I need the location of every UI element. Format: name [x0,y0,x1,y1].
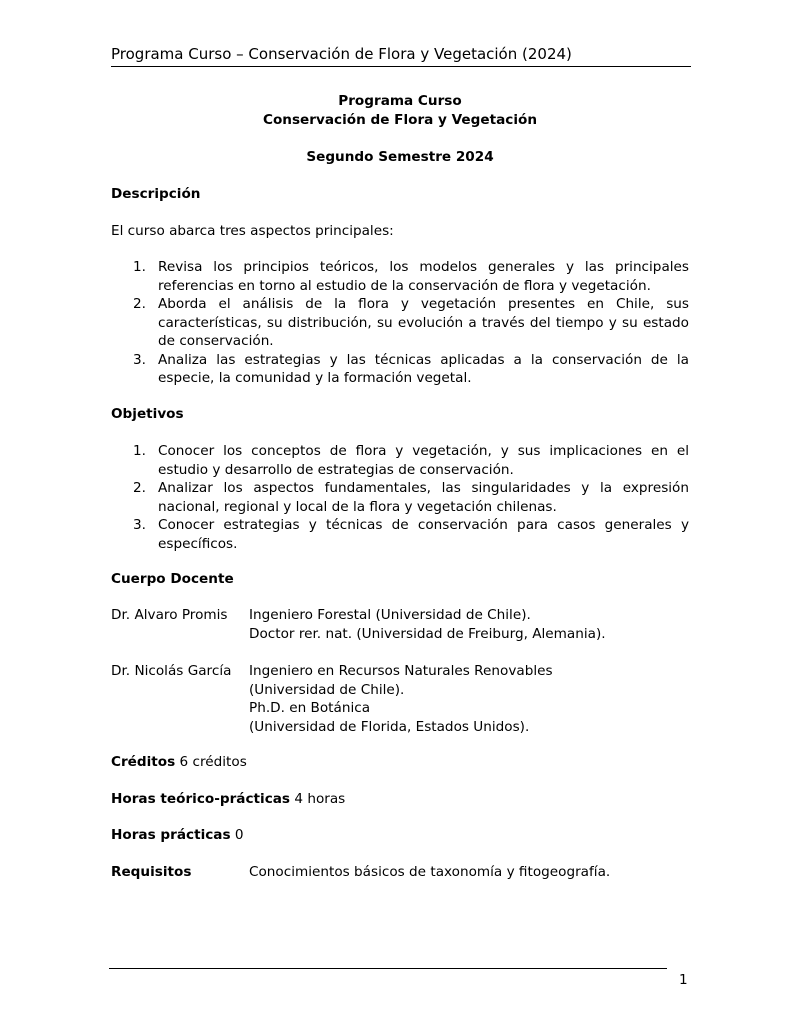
credential-line: (Universidad de Florida, Estados Unidos). [249,718,530,735]
document-subtitle: Conservación de Flora y Vegetación [262,112,538,128]
list-item-number: 2. [133,296,146,312]
descripcion-heading: Descripción [111,186,201,202]
creditos-value: 6 créditos [179,754,247,770]
list-item [111,442,689,479]
horas-practicas-label: Horas prácticas [111,827,231,843]
list-item-text: Conocer estrategias y técnicas de conservación para casos generales y específicos. [158,517,689,552]
creditos-row [111,753,247,772]
descripcion-intro: El curso abarca tres aspectos principales: [111,223,394,239]
horas-practicas-row [111,826,244,845]
horas-teorico-practicas-value: 4 horas [294,791,346,807]
staff-name: Dr. Nicolás García [111,663,232,679]
list-item [111,351,689,388]
list-item-text: Analiza las estrategias y las técnicas aplicadas a la conservación de la especie, la comunidad y la formación vegetal. [158,351,689,386]
horas-teorico-practicas-label: Horas teórico-prácticas [111,791,291,807]
list-item-number: 3. [133,517,146,533]
staff-credentials [249,606,606,643]
descripcion-list [111,258,689,388]
list-item-number: 2. [133,480,146,496]
horas-teorico-practicas-row [111,790,345,809]
list-item-text: Aborda el análisis de la flora y vegetación presentes en Chile, sus características, su distribución, su evolución a través del tiempo y su estado de conservación. [158,296,689,349]
list-item-text: Conocer los conceptos de flora y vegetación, y sus implicaciones en el estudio y desarrollo de estrategias de conservación. [158,443,689,478]
list-item-number: 3. [133,351,146,368]
objetivos-list [111,442,689,553]
staff-credentials [249,662,553,736]
list-item-text: Analizar los aspectos fundamentales, las singularidades y la expresión nacional, regional y local de la flora y vegetación chilenas. [158,480,689,515]
header-text: Programa Curso – Conservación de Flora y Vegetación (2024) [111,45,572,63]
page-header [111,44,691,67]
credential-line: Ph.D. en Botánica [249,700,371,716]
document-title: Programa Curso [338,93,462,109]
requisitos-label: Requisitos [111,864,192,880]
credential-line: Doctor rer. nat. (Universidad de Freiburg, Alemania). [249,625,606,642]
creditos-label: Créditos [111,754,176,770]
horas-practicas-value: 0 [234,827,244,843]
cuerpo-docente-heading: Cuerpo Docente [111,571,234,587]
list-item-number: 1. [133,259,146,275]
list-item [111,295,689,351]
list-item [111,258,689,295]
objetivos-heading: Objetivos [111,406,184,422]
requisitos-value: Conocimientos básicos de taxonomía y fitogeografía. [249,864,611,880]
semester-label: Segundo Semestre 2024 [306,149,494,165]
list-item [111,516,689,553]
footer-divider [109,968,667,969]
list-item-number: 1. [133,443,146,459]
staff-name: Dr. Alvaro Promis [111,607,228,623]
credential-line: Ingeniero en Recursos Naturales Renovables [249,663,553,679]
credential-line: Ingeniero Forestal (Universidad de Chile). [249,607,531,623]
page-number: 1 [679,972,688,988]
credential-line: (Universidad de Chile). [249,681,405,698]
list-item [111,479,689,516]
list-item-text: Revisa los principios teóricos, los modelos generales y las principales referencias en torno al estudio de la conservación de flora y vegetación. [158,259,689,294]
